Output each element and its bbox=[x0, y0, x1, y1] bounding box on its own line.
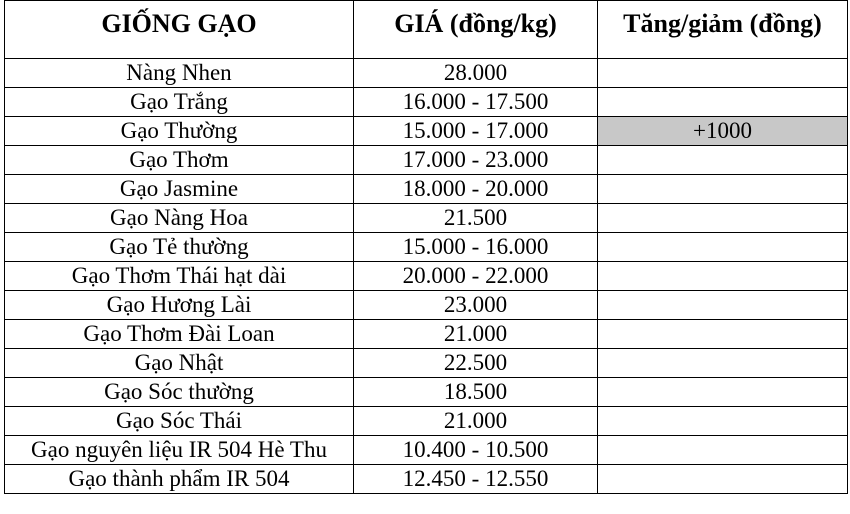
table-row bbox=[5, 262, 848, 291]
cell-price: 18.000 - 20.000 bbox=[354, 175, 598, 204]
table-row bbox=[5, 88, 848, 117]
cell-change bbox=[598, 88, 848, 117]
table-body bbox=[5, 59, 848, 494]
cell-price: 23.000 bbox=[354, 291, 598, 320]
table-row bbox=[5, 378, 848, 407]
table-row bbox=[5, 349, 848, 378]
table-row bbox=[5, 175, 848, 204]
cell-variety: Gạo nguyên liệu IR 504 Hè Thu bbox=[5, 436, 354, 465]
cell-variety: Gạo Hương Lài bbox=[5, 291, 354, 320]
cell-change bbox=[598, 378, 848, 407]
cell-variety: Gạo Sóc Thái bbox=[5, 407, 354, 436]
cell-change bbox=[598, 233, 848, 262]
cell-change bbox=[598, 436, 848, 465]
table-row bbox=[5, 436, 848, 465]
cell-change: +1000 bbox=[598, 117, 848, 146]
cell-price: 15.000 - 16.000 bbox=[354, 233, 598, 262]
table-row bbox=[5, 117, 848, 146]
cell-price: 20.000 - 22.000 bbox=[354, 262, 598, 291]
cell-variety: Gạo thành phẩm IR 504 bbox=[5, 465, 354, 494]
cell-variety: Gạo Sóc thường bbox=[5, 378, 354, 407]
cell-price: 28.000 bbox=[354, 59, 598, 88]
cell-variety: Gạo Nhật bbox=[5, 349, 354, 378]
cell-change bbox=[598, 59, 848, 88]
table-header-row bbox=[5, 1, 848, 59]
cell-variety: Gạo Thơm Đài Loan bbox=[5, 320, 354, 349]
table-row bbox=[5, 465, 848, 494]
table-row bbox=[5, 146, 848, 175]
cell-change bbox=[598, 204, 848, 233]
cell-price: 22.500 bbox=[354, 349, 598, 378]
table-row bbox=[5, 407, 848, 436]
cell-price: 21.500 bbox=[354, 204, 598, 233]
cell-price: 12.450 - 12.550 bbox=[354, 465, 598, 494]
cell-price: 21.000 bbox=[354, 407, 598, 436]
cell-change bbox=[598, 291, 848, 320]
cell-change bbox=[598, 465, 848, 494]
cell-change bbox=[598, 320, 848, 349]
header-variety: GIỐNG GẠO bbox=[5, 1, 354, 59]
cell-price: 18.500 bbox=[354, 378, 598, 407]
cell-variety: Gạo Trắng bbox=[5, 88, 354, 117]
rice-price-table bbox=[4, 0, 848, 494]
table-row bbox=[5, 233, 848, 262]
cell-change bbox=[598, 407, 848, 436]
table-row bbox=[5, 291, 848, 320]
cell-change bbox=[598, 262, 848, 291]
cell-variety: Gạo Tẻ thường bbox=[5, 233, 354, 262]
cell-price: 21.000 bbox=[354, 320, 598, 349]
table-row bbox=[5, 320, 848, 349]
header-price: GIÁ (đồng/kg) bbox=[354, 1, 598, 59]
table-row bbox=[5, 59, 848, 88]
header-change: Tăng/giảm (đồng) bbox=[598, 1, 848, 59]
cell-change bbox=[598, 349, 848, 378]
cell-price: 16.000 - 17.500 bbox=[354, 88, 598, 117]
cell-price: 15.000 - 17.000 bbox=[354, 117, 598, 146]
cell-variety: Gạo Thơm bbox=[5, 146, 354, 175]
cell-variety: Gạo Thơm Thái hạt dài bbox=[5, 262, 354, 291]
cell-change bbox=[598, 146, 848, 175]
cell-price: 10.400 - 10.500 bbox=[354, 436, 598, 465]
cell-change bbox=[598, 175, 848, 204]
cell-price: 17.000 - 23.000 bbox=[354, 146, 598, 175]
cell-variety: Gạo Nàng Hoa bbox=[5, 204, 354, 233]
cell-variety: Gạo Jasmine bbox=[5, 175, 354, 204]
cell-variety: Nàng Nhen bbox=[5, 59, 354, 88]
cell-variety: Gạo Thường bbox=[5, 117, 354, 146]
table-row bbox=[5, 204, 848, 233]
